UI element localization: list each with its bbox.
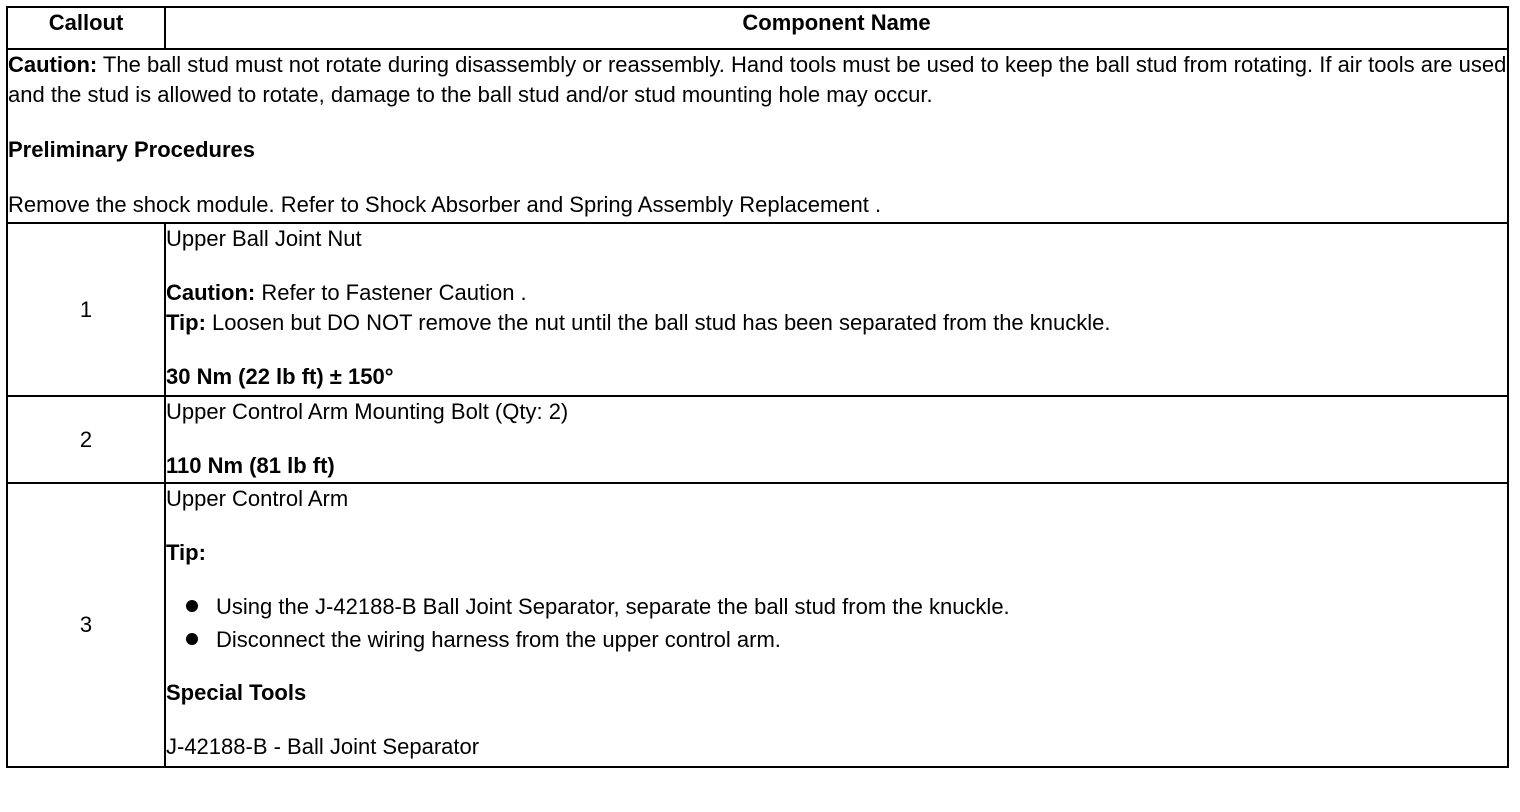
special-tools-heading-text: Special Tools	[166, 680, 307, 705]
tip-label: Tip:	[166, 310, 206, 335]
component-cell	[165, 223, 1508, 396]
torque-spec	[166, 362, 1507, 392]
torque-spec	[166, 451, 1507, 481]
intro-row	[7, 49, 1508, 223]
caution-label: Caution:	[8, 52, 98, 77]
tip-list	[166, 590, 1507, 656]
bullet-icon	[186, 633, 198, 645]
intro-caution	[8, 50, 1507, 110]
list-item	[182, 590, 1507, 623]
component-name-column-header: Component Name	[165, 7, 1508, 49]
table-header-row	[7, 7, 1508, 49]
torque-value: 30 Nm (22 lb ft) ± 150°	[166, 364, 394, 389]
preliminary-text: Remove the shock module. Refer to Shock Absorber and Spring Assembly Replacement .	[8, 192, 882, 217]
tip-label: Tip:	[166, 540, 206, 565]
torque-value: 110 Nm (81 lb ft)	[166, 453, 335, 478]
callout-number: 3	[7, 483, 165, 767]
special-tools-heading	[166, 678, 1507, 708]
component-cell	[165, 396, 1508, 483]
special-tool-item: J-42188-B - Ball Joint Separator	[166, 734, 480, 759]
table-row	[7, 223, 1508, 396]
procedure-table	[6, 6, 1509, 768]
preliminary-heading-text: Preliminary Procedures	[8, 137, 256, 162]
tip-text: Loosen but DO NOT remove the nut until the ball stud has been separated from the knuckle.	[205, 310, 1111, 335]
bullet-icon	[186, 600, 198, 612]
caution-text: Refer to Fastener Caution .	[255, 280, 527, 305]
callout-number: 1	[7, 223, 165, 396]
component-name: Upper Ball Joint Nut	[166, 226, 362, 251]
component-name: Upper Control Arm Mounting Bolt (Qty: 2)	[166, 399, 569, 424]
component-name: Upper Control Arm	[166, 486, 349, 511]
tip-heading	[166, 538, 1507, 568]
list-item	[182, 623, 1507, 656]
table-row	[7, 483, 1508, 767]
row-caution	[166, 278, 1507, 308]
preliminary-heading	[8, 135, 1507, 165]
table-row	[7, 396, 1508, 483]
intro-cell	[7, 49, 1508, 223]
component-cell	[165, 483, 1508, 767]
caution-text: The ball stud must not rotate during disassembly or reassembly. Hand tools must be used to keep the ball stud from rotating. If air tools are used and the stud is allowed to rotate, damage to the ball stud and/or stud mounting hole may occur.	[8, 52, 1507, 107]
callout-column-header: Callout	[7, 7, 165, 49]
callout-number: 2	[7, 396, 165, 483]
caution-label: Caution:	[166, 280, 256, 305]
list-item-text: Disconnect the wiring harness from the upper control arm.	[216, 627, 781, 652]
row-tip	[166, 308, 1507, 338]
list-item-text: Using the J-42188-B Ball Joint Separator, separate the ball stud from the knuckle.	[216, 594, 1010, 619]
